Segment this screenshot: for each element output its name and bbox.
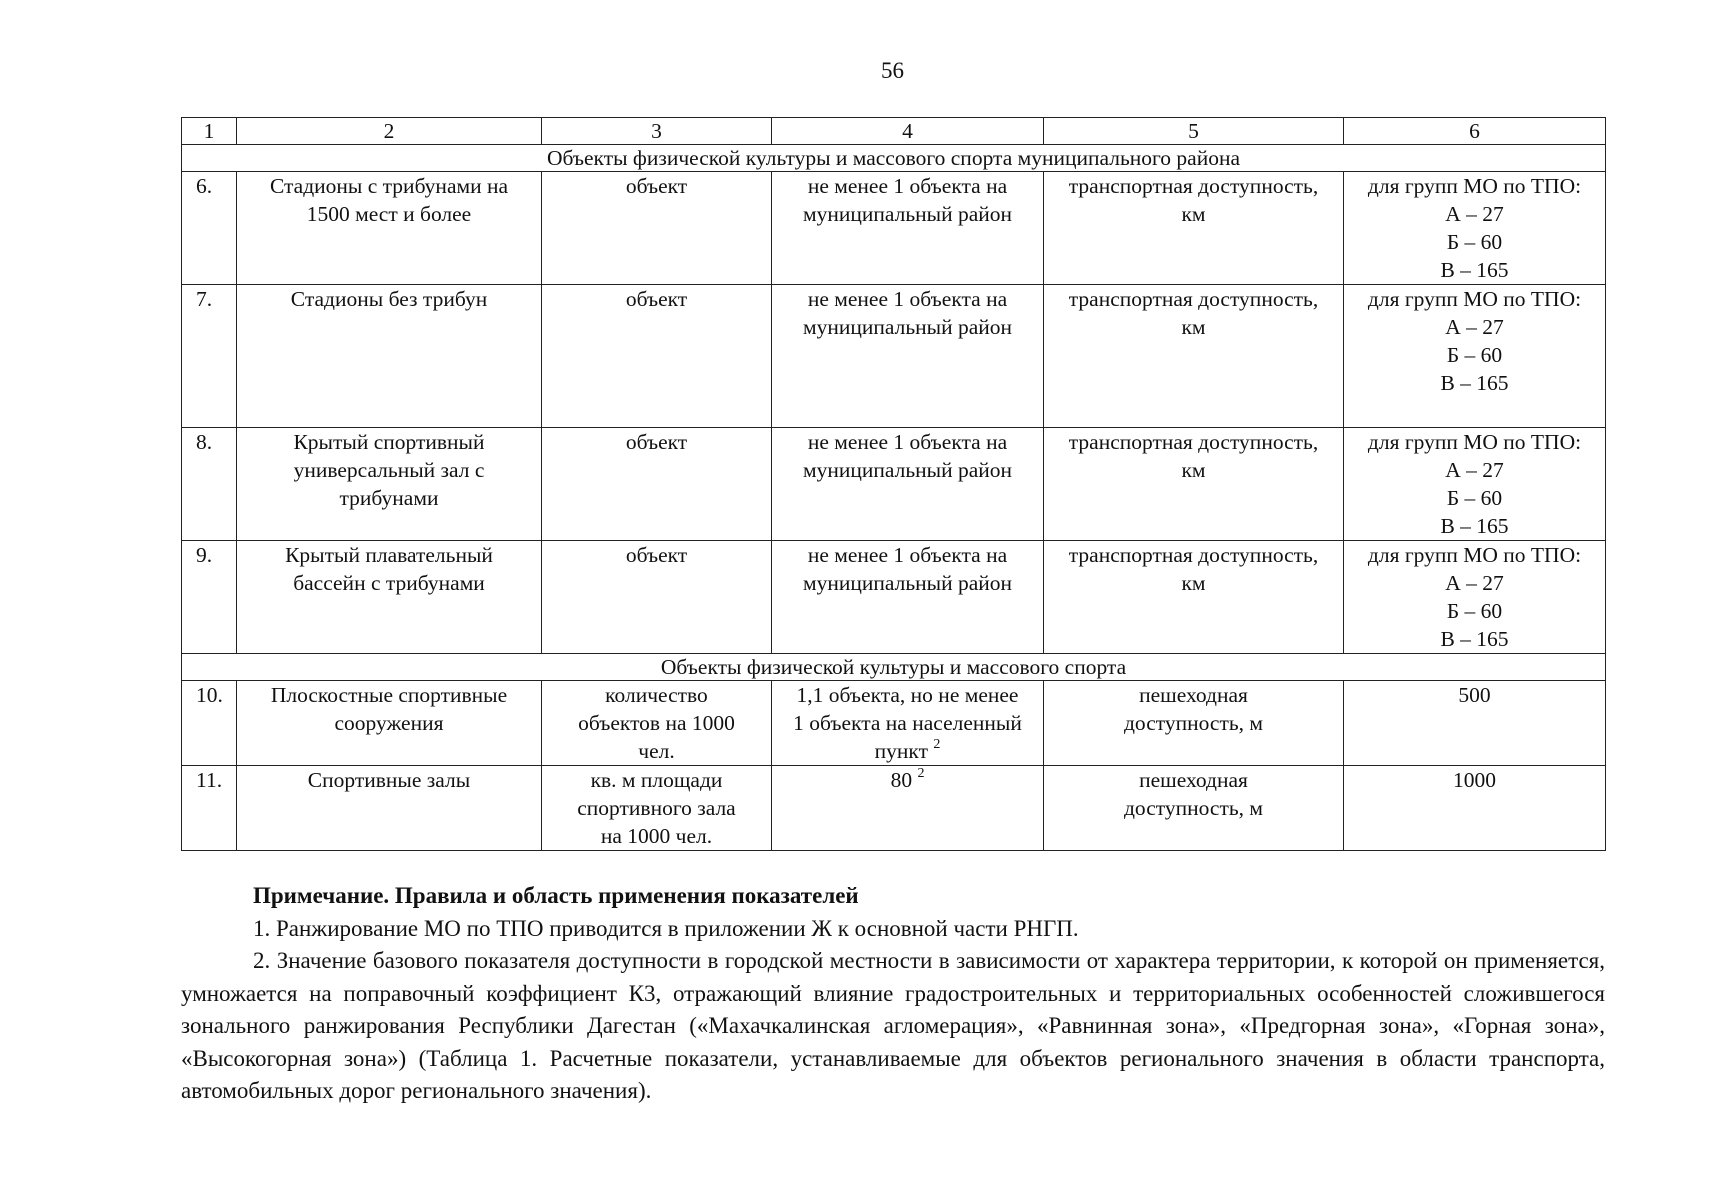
table-row [182, 428, 1606, 541]
notes-block [181, 880, 1605, 1108]
unit-cell: объект [542, 541, 772, 654]
norm-cell: 80 $^2$ [772, 766, 1044, 851]
row-number: 10. [182, 681, 237, 766]
accessibility-cell: транспортная доступность, км [1044, 285, 1344, 428]
footnote-mark: 2 [917, 765, 925, 781]
footnote-mark: 2 [933, 736, 941, 752]
section-row-municipal [182, 145, 1606, 172]
column-number-1: 1 [182, 118, 237, 145]
page-number: 56 [881, 58, 904, 83]
object-name-cell: Спортивные залы [237, 766, 542, 851]
section-title: Объекты физической культуры и массового спорта [182, 654, 1606, 681]
table-row [182, 681, 1606, 766]
row-number: 8. [182, 428, 237, 541]
column-number-6: 6 [1344, 118, 1606, 145]
accessibility-cell: транспортная доступность, км [1044, 428, 1344, 541]
unit-cell: объект [542, 285, 772, 428]
norm-cell: не менее 1 объекта на муниципальный район [772, 428, 1044, 541]
table-row [182, 541, 1606, 654]
column-number-2: 2 [237, 118, 542, 145]
accessibility-cell: пешеходная доступность, м [1044, 766, 1344, 851]
value-cell: для групп МО по ТПО: А – 27 Б – 60 В – 165 [1344, 172, 1606, 285]
value-cell: для групп МО по ТПО: А – 27 Б – 60 В – 165 [1344, 541, 1606, 654]
norm-cell: не менее 1 объекта на муниципальный район [772, 172, 1044, 285]
row-number: 6. [182, 172, 237, 285]
value-cell: для групп МО по ТПО: А – 27 Б – 60 В – 165 [1344, 428, 1606, 541]
row-number: 9. [182, 541, 237, 654]
table-row [182, 285, 1606, 428]
accessibility-cell: транспортная доступность, км [1044, 172, 1344, 285]
section-row-general [182, 654, 1606, 681]
table-row [182, 766, 1606, 851]
notes-title: Примечание. Правила и область применения показателей [253, 883, 859, 908]
row-number: 11. [182, 766, 237, 851]
unit-cell: объект [542, 172, 772, 285]
value-cell: 1000 [1344, 766, 1606, 851]
object-name-cell: Стадионы с трибунами на 1500 мест и более [237, 172, 542, 285]
standards-table [181, 117, 1606, 851]
value-cell: для групп МО по ТПО: А – 27 Б – 60 В – 165 [1344, 285, 1606, 428]
accessibility-cell: пешеходная доступность, м [1044, 681, 1344, 766]
row-number: 7. [182, 285, 237, 428]
accessibility-cell: транспортная доступность, км [1044, 541, 1344, 654]
object-name-cell: Крытый плавательный бассейн с трибунами [237, 541, 542, 654]
unit-cell: объект [542, 428, 772, 541]
norm-cell: не менее 1 объекта на муниципальный район [772, 285, 1044, 428]
column-number-3: 3 [542, 118, 772, 145]
column-number-4: 4 [772, 118, 1044, 145]
unit-cell: кв. м площади спортивного зала на 1000 чел. [542, 766, 772, 851]
unit-cell: количество объектов на 1000 чел. [542, 681, 772, 766]
norm-cell: 1,1 объекта, но не менее 1 объекта на населенный пункт $^2$ [772, 681, 1044, 766]
norm-cell: не менее 1 объекта на муниципальный район [772, 541, 1044, 654]
column-number-5: 5 [1044, 118, 1344, 145]
note-paragraph-1: 1. Ранжирование МО по ТПО приводится в приложении Ж к основной части РНГП. [253, 915, 1079, 941]
section-title: Объекты физической культуры и массового спорта муниципального района [182, 145, 1606, 172]
object-name-cell: Стадионы без трибун [237, 285, 542, 428]
value-cell: 500 [1344, 681, 1606, 766]
table-row [182, 172, 1606, 285]
table-header-row [182, 118, 1606, 145]
note-paragraph-2: 2. Значение базового показателя доступности в городской местности в зависимости от характера территории, к которой он применяется, умножается на поправочный коэффициент К3, отражающий влияние градостроительных и территориальных особенностей сложившегося зонального ранжирования Республики Дагестан («Махачкалинская агломерация», «Равнинная зона», «Предгорная зона», «Горная зона», «Высокогорная зона») (Таблица 1. Расчетные показатели, устанавливаемые для объектов регионального значения в области транспорта, автомобильных дорог регионального значения). [181, 948, 1605, 1103]
object-name-cell: Крытый спортивный универсальный зал с трибунами [237, 428, 542, 541]
object-name-cell: Плоскостные спортивные сооружения [237, 681, 542, 766]
